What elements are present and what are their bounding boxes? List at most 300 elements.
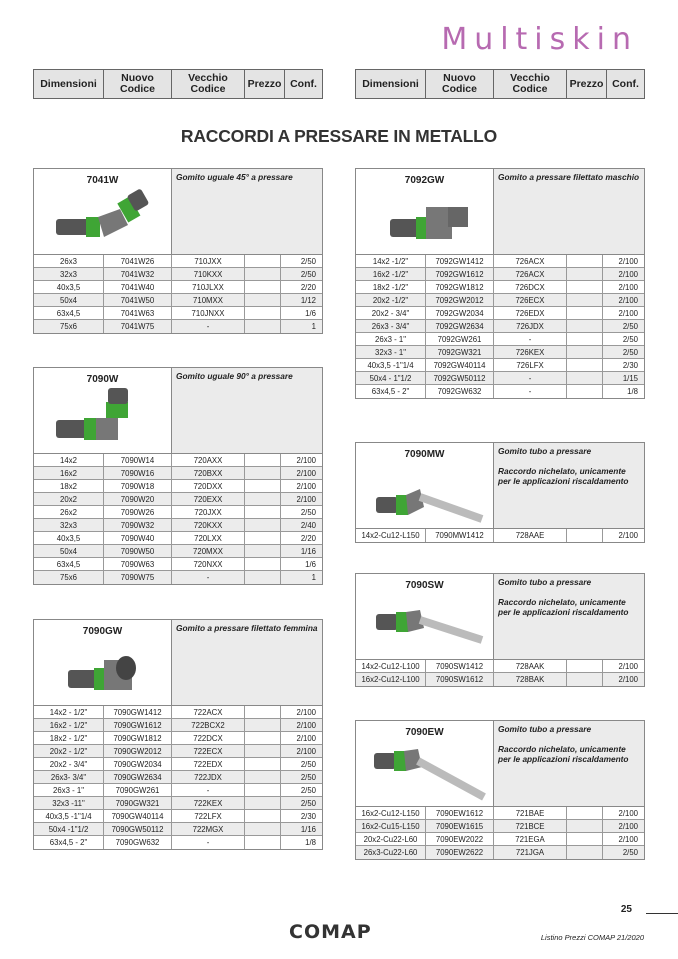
cell-vecchio-codice: 720AXX xyxy=(172,454,245,466)
elbow-45-fitting-image xyxy=(48,189,158,249)
table-row xyxy=(34,506,322,519)
cell-vecchio-codice: 710JXX xyxy=(172,255,245,267)
table-row xyxy=(34,836,322,849)
product-code: 7090W xyxy=(86,374,119,385)
cell-dimensioni: 26x3 - 3/4" xyxy=(356,320,426,332)
cell-conf: 2/100 xyxy=(618,308,638,318)
cell-nuovo-codice: 7092GW50112 xyxy=(426,372,494,384)
cell-conf: 1/16 xyxy=(300,546,316,556)
table-row xyxy=(34,519,322,532)
table-row xyxy=(34,320,322,333)
cell-prezzo xyxy=(245,810,281,822)
header-nuovo-codice: Nuovo Codice xyxy=(104,70,172,98)
product-code: 7090SW xyxy=(405,580,444,591)
cell-conf: 2/100 xyxy=(618,282,638,292)
product-block-7041w xyxy=(33,168,323,334)
cell-nuovo-codice: 7092GW1412 xyxy=(426,255,494,267)
product-rows xyxy=(356,807,644,859)
cell-nuovo-codice: 7090GW2034 xyxy=(104,758,172,770)
cell-dimensioni: 75x6 xyxy=(34,571,104,584)
cell-conf: 2/50 xyxy=(300,256,316,266)
cell-nuovo-codice: 7090W26 xyxy=(104,506,172,518)
cell-dimensioni: 63x4,5 xyxy=(34,558,104,570)
cell-dimensioni: 63x4,5 xyxy=(34,307,104,319)
cell-prezzo xyxy=(567,660,603,672)
cell-prezzo xyxy=(245,545,281,557)
product-description: Gomito uguale 90° a pressare xyxy=(176,371,293,381)
cell-prezzo xyxy=(245,771,281,783)
cell-vecchio-codice: - xyxy=(172,571,245,584)
cell-conf: 2/20 xyxy=(300,282,316,292)
cell-prezzo xyxy=(245,758,281,770)
table-row xyxy=(34,558,322,571)
table-row xyxy=(356,385,644,398)
cell-prezzo xyxy=(567,372,603,384)
cell-conf: 2/100 xyxy=(296,494,316,504)
cell-vecchio-codice: 710JNXX xyxy=(172,307,245,319)
cell-nuovo-codice: 7090W14 xyxy=(104,454,172,466)
cell-vecchio-codice: 721BAE xyxy=(494,807,567,819)
cell-dimensioni: 16x2-Cu12-L150 xyxy=(356,807,426,819)
cell-conf: 2/50 xyxy=(622,334,638,344)
table-row xyxy=(34,706,322,719)
cell-nuovo-codice: 7090EW2022 xyxy=(426,833,494,845)
cell-prezzo xyxy=(245,454,281,466)
cell-conf: 1/16 xyxy=(300,824,316,834)
cell-conf: 2/100 xyxy=(296,707,316,717)
cell-dimensioni: 18x2 -1/2" xyxy=(356,281,426,293)
cell-vecchio-codice: 722ECX xyxy=(172,745,245,757)
table-row xyxy=(356,255,644,268)
cell-dimensioni: 14x2 -1/2" xyxy=(356,255,426,267)
cell-vecchio-codice: - xyxy=(494,372,567,384)
cell-conf: 2/100 xyxy=(618,295,638,305)
table-row xyxy=(356,333,644,346)
cell-vecchio-codice: 726ACX xyxy=(494,268,567,280)
header-prezzo: Prezzo xyxy=(567,70,607,98)
cell-nuovo-codice: 7090GW261 xyxy=(104,784,172,796)
cell-prezzo xyxy=(567,294,603,306)
product-note: Raccordo nichelato, unicamente per le applicazioni riscaldamento xyxy=(498,466,629,486)
cell-conf: 2/100 xyxy=(618,808,638,818)
cell-vecchio-codice: 728BAK xyxy=(494,673,567,686)
cell-prezzo xyxy=(245,784,281,796)
cell-nuovo-codice: 7090W63 xyxy=(104,558,172,570)
elbow-90-fitting-image xyxy=(48,388,158,448)
table-row xyxy=(34,823,322,836)
product-note: Raccordo nichelato, unicamente per le applicazioni riscaldamento xyxy=(498,744,629,764)
cell-dimensioni: 14x2-Cu12-L100 xyxy=(356,660,426,672)
cell-prezzo xyxy=(567,320,603,332)
cell-nuovo-codice: 7090GW1612 xyxy=(104,719,172,731)
table-row xyxy=(356,529,644,542)
cell-conf: 2/50 xyxy=(622,848,638,857)
cell-vecchio-codice: 722ACX xyxy=(172,706,245,718)
product-code: 7090GW xyxy=(82,626,123,637)
cell-nuovo-codice: 7090GW321 xyxy=(104,797,172,809)
product-description: Gomito tubo a pressare xyxy=(498,577,592,587)
cell-prezzo xyxy=(245,732,281,744)
cell-prezzo xyxy=(245,255,281,267)
cell-nuovo-codice: 7090GW1812 xyxy=(104,732,172,744)
cell-nuovo-codice: 7092GW1812 xyxy=(426,281,494,293)
cell-vecchio-codice: - xyxy=(172,320,245,333)
cell-vecchio-codice: 710JLXX xyxy=(172,281,245,293)
cell-prezzo xyxy=(567,820,603,832)
product-block-7090mw xyxy=(355,442,645,543)
cell-vecchio-codice: - xyxy=(494,333,567,345)
product-description: Gomito tubo a pressare xyxy=(498,724,592,734)
cell-vecchio-codice: 710KXX xyxy=(172,268,245,280)
cell-dimensioni: 16x2 - 1/2" xyxy=(34,719,104,731)
table-row xyxy=(34,719,322,732)
header-vecchio-codice: Vecchio Codice xyxy=(494,70,567,98)
cell-conf: 2/50 xyxy=(300,507,316,517)
page-number: 25 xyxy=(620,904,632,915)
cell-conf: 2/100 xyxy=(296,733,316,743)
table-row xyxy=(34,480,322,493)
cell-nuovo-codice: 7090W20 xyxy=(104,493,172,505)
cell-nuovo-codice: 7092GW1612 xyxy=(426,268,494,280)
cell-dimensioni: 20x2 - 3/4" xyxy=(34,758,104,770)
cell-prezzo xyxy=(245,294,281,306)
cell-vecchio-codice: 722JDX xyxy=(172,771,245,783)
brand-title: Multiskin xyxy=(441,22,638,57)
cell-nuovo-codice: 7090MW1412 xyxy=(426,529,494,542)
cell-vecchio-codice: 726LFX xyxy=(494,359,567,371)
cell-dimensioni: 50x4 - 1"1/2 xyxy=(356,372,426,384)
cell-conf: 2/100 xyxy=(618,821,638,831)
section-title: RACCORDI A PRESSARE IN METALLO xyxy=(180,126,498,146)
product-code: 7092GW xyxy=(404,175,445,186)
cell-prezzo xyxy=(567,807,603,819)
cell-conf: 1/8 xyxy=(305,838,316,847)
pipe-elbow-fitting-image xyxy=(370,735,490,805)
cell-prezzo xyxy=(245,467,281,479)
cell-vecchio-codice: 722LFX xyxy=(172,810,245,822)
cell-nuovo-codice: 7090W40 xyxy=(104,532,172,544)
cell-nuovo-codice: 7090GW40114 xyxy=(104,810,172,822)
cell-nuovo-codice: 7092GW632 xyxy=(426,385,494,398)
cell-vecchio-codice: 726KEX xyxy=(494,346,567,358)
cell-vecchio-codice: 720EXX xyxy=(172,493,245,505)
cell-vecchio-codice: 726ECX xyxy=(494,294,567,306)
price-list-label: Listino Prezzi COMAP 21/2020 xyxy=(540,933,644,942)
table-row xyxy=(34,307,322,320)
cell-conf: 2/50 xyxy=(622,347,638,357)
cell-nuovo-codice: 7090SW1612 xyxy=(426,673,494,686)
cell-conf: 2/50 xyxy=(300,269,316,279)
cell-prezzo xyxy=(245,706,281,718)
cell-dimensioni: 26x3-Cu22-L60 xyxy=(356,846,426,859)
cell-nuovo-codice: 7041W63 xyxy=(104,307,172,319)
table-row xyxy=(356,372,644,385)
cell-dimensioni: 18x2 - 1/2" xyxy=(34,732,104,744)
product-note: Raccordo nichelato, unicamente per le applicazioni riscaldamento xyxy=(498,597,629,617)
cell-dimensioni: 50x4 -1"1/2 xyxy=(34,823,104,835)
product-block-7090gw xyxy=(33,619,323,850)
cell-nuovo-codice: 7041W32 xyxy=(104,268,172,280)
cell-conf: 2/50 xyxy=(300,785,316,795)
product-block-7090sw xyxy=(355,573,645,687)
cell-dimensioni: 26x3 - 1" xyxy=(356,333,426,345)
header-conf: Conf. xyxy=(612,77,639,90)
cell-vecchio-codice: 720JXX xyxy=(172,506,245,518)
cell-dimensioni: 75x6 xyxy=(34,320,104,333)
cell-nuovo-codice: 7092GW2034 xyxy=(426,307,494,319)
cell-vecchio-codice: 721EGA xyxy=(494,833,567,845)
cell-conf: 2/100 xyxy=(618,834,638,844)
cell-nuovo-codice: 7092GW261 xyxy=(426,333,494,345)
cell-dimensioni: 16x2-Cu12-L100 xyxy=(356,673,426,686)
product-code: 7090EW xyxy=(405,727,444,738)
cell-prezzo xyxy=(245,493,281,505)
cell-dimensioni: 32x3 - 1" xyxy=(356,346,426,358)
cell-dimensioni: 26x3 xyxy=(34,255,104,267)
cell-prezzo xyxy=(245,480,281,492)
cell-vecchio-codice: 721BCE xyxy=(494,820,567,832)
cell-vecchio-codice: 722KEX xyxy=(172,797,245,809)
table-row xyxy=(356,281,644,294)
cell-dimensioni: 26x3- 3/4" xyxy=(34,771,104,783)
cell-conf: 2/20 xyxy=(300,533,316,543)
table-row xyxy=(34,255,322,268)
cell-vecchio-codice: 722EDX xyxy=(172,758,245,770)
cell-nuovo-codice: 7090GW2012 xyxy=(104,745,172,757)
cell-vecchio-codice: 720KXX xyxy=(172,519,245,531)
cell-prezzo xyxy=(245,823,281,835)
cell-conf: 2/100 xyxy=(618,531,638,540)
cell-dimensioni: 50x4 xyxy=(34,294,104,306)
cell-vecchio-codice: 726EDX xyxy=(494,307,567,319)
cell-conf: 2/100 xyxy=(296,468,316,478)
cell-vecchio-codice: 726ACX xyxy=(494,255,567,267)
cell-vecchio-codice: - xyxy=(494,385,567,398)
table-row xyxy=(356,346,644,359)
cell-conf: 2/30 xyxy=(622,360,638,370)
cell-nuovo-codice: 7090W32 xyxy=(104,519,172,531)
table-header-right xyxy=(355,69,645,99)
cell-prezzo xyxy=(245,281,281,293)
cell-nuovo-codice: 7090GW2634 xyxy=(104,771,172,783)
cell-prezzo xyxy=(245,571,281,584)
cell-prezzo xyxy=(567,268,603,280)
cell-prezzo xyxy=(245,836,281,849)
cell-dimensioni: 20x2 xyxy=(34,493,104,505)
cell-conf: 2/50 xyxy=(300,798,316,808)
header-dimensioni: Dimensioni xyxy=(34,70,104,98)
cell-conf: 2/100 xyxy=(618,256,638,266)
cell-vecchio-codice: 722MGX xyxy=(172,823,245,835)
table-row xyxy=(34,745,322,758)
product-code: 7090MW xyxy=(404,449,445,460)
cell-dimensioni: 16x2-Cu15-L150 xyxy=(356,820,426,832)
cell-conf: 1/12 xyxy=(300,295,316,305)
cell-dimensioni: 50x4 xyxy=(34,545,104,557)
cell-conf: 1/15 xyxy=(622,373,638,383)
cell-dimensioni: 40x3,5 -1"1/4 xyxy=(356,359,426,371)
table-row xyxy=(34,467,322,480)
cell-vecchio-codice: 726JDX xyxy=(494,320,567,332)
cell-vecchio-codice: 722DCX xyxy=(172,732,245,744)
cell-dimensioni: 20x2 - 3/4" xyxy=(356,307,426,319)
cell-prezzo xyxy=(567,359,603,371)
cell-conf: 2/50 xyxy=(300,772,316,782)
table-row xyxy=(34,758,322,771)
cell-conf: 1/8 xyxy=(627,387,638,396)
cell-dimensioni: 18x2 xyxy=(34,480,104,492)
header-conf: Conf. xyxy=(290,77,317,90)
cell-dimensioni: 40x3,5 xyxy=(34,532,104,544)
cell-vecchio-codice: 720NXX xyxy=(172,558,245,570)
cell-prezzo xyxy=(567,255,603,267)
product-description: Gomito a pressare filettato maschio xyxy=(498,172,640,182)
cell-nuovo-codice: 7090EW1615 xyxy=(426,820,494,832)
cell-dimensioni: 14x2 xyxy=(34,454,104,466)
cell-prezzo xyxy=(567,846,603,859)
cell-prezzo xyxy=(567,333,603,345)
cell-nuovo-codice: 7090GW1412 xyxy=(104,706,172,718)
table-row xyxy=(356,833,644,846)
cell-vecchio-codice: 728AAE xyxy=(494,529,567,542)
product-rows xyxy=(356,660,644,686)
table-row xyxy=(356,294,644,307)
cell-conf: 2/100 xyxy=(296,481,316,491)
table-row xyxy=(356,307,644,320)
product-rows xyxy=(356,529,644,542)
cell-conf: 2/40 xyxy=(300,520,316,530)
cell-prezzo xyxy=(567,529,603,542)
header-dimensioni: Dimensioni xyxy=(356,70,426,98)
table-row xyxy=(356,846,644,859)
cell-prezzo xyxy=(245,307,281,319)
cell-conf: 1/6 xyxy=(305,559,316,569)
table-row xyxy=(34,268,322,281)
cell-nuovo-codice: 7041W26 xyxy=(104,255,172,267)
cell-nuovo-codice: 7090EW2622 xyxy=(426,846,494,859)
product-rows xyxy=(34,706,322,849)
cell-vecchio-codice: 710MXX xyxy=(172,294,245,306)
cell-nuovo-codice: 7090GW632 xyxy=(104,836,172,849)
cell-prezzo xyxy=(567,385,603,398)
cell-conf: 2/50 xyxy=(622,321,638,331)
cell-prezzo xyxy=(567,346,603,358)
cell-dimensioni: 32x3 xyxy=(34,268,104,280)
comap-logo: COMAP xyxy=(289,921,372,943)
product-rows xyxy=(34,255,322,333)
table-header-left xyxy=(33,69,323,99)
cell-prezzo xyxy=(245,558,281,570)
cell-vecchio-codice: 720BXX xyxy=(172,467,245,479)
table-row xyxy=(356,359,644,372)
header-prezzo: Prezzo xyxy=(245,70,285,98)
table-row xyxy=(34,294,322,307)
header-vecchio-codice: Vecchio Codice xyxy=(172,70,245,98)
product-description: Gomito a pressare filettato femmina xyxy=(176,623,318,633)
cell-nuovo-codice: 7041W40 xyxy=(104,281,172,293)
cell-vecchio-codice: 721JGA xyxy=(494,846,567,859)
cell-dimensioni: 63x4,5 - 2" xyxy=(34,836,104,849)
table-row xyxy=(34,771,322,784)
product-code: 7041W xyxy=(86,175,119,186)
cell-nuovo-codice: 7090EW1612 xyxy=(426,807,494,819)
cell-dimensioni: 16x2 xyxy=(34,467,104,479)
cell-nuovo-codice: 7041W50 xyxy=(104,294,172,306)
product-block-7090ew xyxy=(355,720,645,860)
table-row xyxy=(34,532,322,545)
cell-conf: 2/100 xyxy=(296,455,316,465)
cell-prezzo xyxy=(567,281,603,293)
cell-conf: 2/100 xyxy=(296,746,316,756)
cell-dimensioni: 14x2 - 1/2" xyxy=(34,706,104,718)
cell-vecchio-codice: 722BCX2 xyxy=(172,719,245,731)
table-row xyxy=(34,810,322,823)
cell-nuovo-codice: 7090W75 xyxy=(104,571,172,584)
cell-nuovo-codice: 7041W75 xyxy=(104,320,172,333)
cell-dimensioni: 40x3,5 xyxy=(34,281,104,293)
table-row xyxy=(34,784,322,797)
table-row xyxy=(356,673,644,686)
cell-vecchio-codice: 728AAK xyxy=(494,660,567,672)
cell-prezzo xyxy=(245,268,281,280)
table-row xyxy=(34,281,322,294)
cell-prezzo xyxy=(245,797,281,809)
cell-conf: 2/100 xyxy=(296,720,316,730)
cell-conf: 2/30 xyxy=(300,811,316,821)
cell-dimensioni: 16x2 -1/2" xyxy=(356,268,426,280)
product-description: Gomito tubo a pressare xyxy=(498,446,592,456)
cell-prezzo xyxy=(245,519,281,531)
cell-conf: 2/100 xyxy=(618,661,638,671)
cell-vecchio-codice: 720DXX xyxy=(172,480,245,492)
cell-dimensioni: 20x2-Cu22-L60 xyxy=(356,833,426,845)
table-row xyxy=(34,732,322,745)
male-threaded-elbow-image xyxy=(370,189,480,249)
cell-prezzo xyxy=(245,532,281,544)
cell-prezzo xyxy=(245,506,281,518)
table-row xyxy=(356,660,644,673)
cell-dimensioni: 26x2 xyxy=(34,506,104,518)
cell-conf: 2/100 xyxy=(618,269,638,279)
cell-prezzo xyxy=(567,673,603,686)
cell-nuovo-codice: 7090GW50112 xyxy=(104,823,172,835)
product-block-7092gw xyxy=(355,168,645,399)
pipe-elbow-fitting-image xyxy=(370,590,490,656)
cell-conf: 1 xyxy=(311,573,316,582)
table-row xyxy=(34,797,322,810)
cell-nuovo-codice: 7092GW40114 xyxy=(426,359,494,371)
cell-dimensioni: 40x3,5 -1"1/4 xyxy=(34,810,104,822)
cell-conf: 1/6 xyxy=(305,308,316,318)
cell-prezzo xyxy=(245,719,281,731)
product-rows xyxy=(356,255,644,398)
cell-dimensioni: 26x3 - 1" xyxy=(34,784,104,796)
table-row xyxy=(34,545,322,558)
cell-dimensioni: 14x2-Cu12-L150 xyxy=(356,529,426,542)
table-row xyxy=(356,320,644,333)
product-block-7090w xyxy=(33,367,323,585)
cell-vecchio-codice: - xyxy=(172,836,245,849)
page-number-rule xyxy=(646,913,678,914)
table-row xyxy=(34,454,322,467)
cell-nuovo-codice: 7090W16 xyxy=(104,467,172,479)
female-threaded-elbow-image xyxy=(48,640,158,700)
table-row xyxy=(34,571,322,584)
cell-dimensioni: 63x4,5 - 2" xyxy=(356,385,426,398)
pipe-elbow-fitting-image xyxy=(370,459,490,525)
table-row xyxy=(356,820,644,833)
cell-dimensioni: 20x2 -1/2" xyxy=(356,294,426,306)
